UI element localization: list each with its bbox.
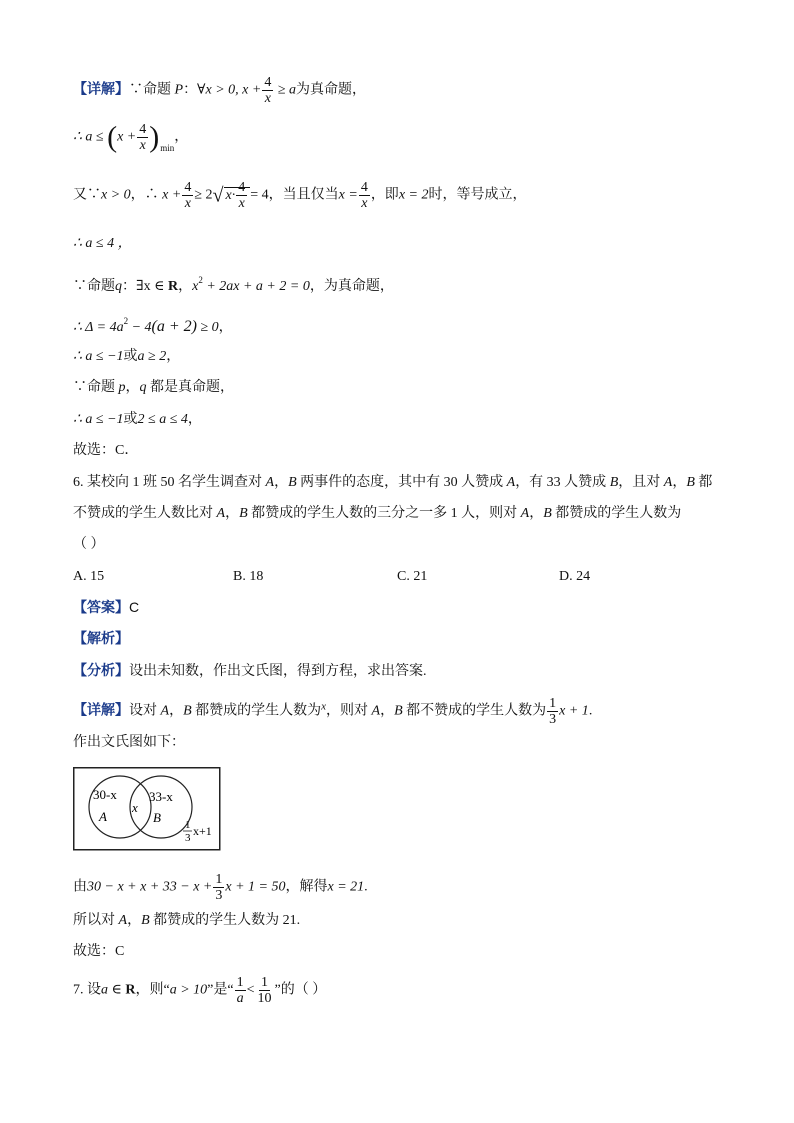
detail-line-4: ∴ a ≤ 4 ，	[73, 236, 132, 251]
detail-line-8: ∵命题 p，q 都是真命题，	[73, 380, 234, 395]
question-6-blank: （ ）	[73, 537, 105, 552]
set-b-circle	[130, 776, 192, 838]
detail-2-line: 【详解】设对 A，B 都赞成的学生人数为$^x$，则对 A，B 都不赞成的学生人数为 $\frac{1}{3}$ x + 1.	[73, 696, 593, 727]
detail-line-2: ∴ a ≤ (x + $\frac{4}{x}$ )$_{min}$，	[73, 120, 189, 154]
set-a-circle	[89, 776, 151, 838]
venn-left-top: 30-x	[93, 787, 117, 802]
venn-middle: x	[132, 800, 138, 815]
detail-line-6: ∴ $\Delta = 4a^2 - 4(a + 2) \ge 0$，	[73, 316, 233, 335]
option-c: C. 21	[397, 569, 428, 584]
equation-line: 由30 − x + x + 33 − x + $\frac{1}{3}$ x + 1 = 50，解得x = 21.	[73, 872, 368, 903]
detail-line-5: ∵命题q：∃x ∈ R，$x^2 + 2ax + a + 2 = 0$，为真命题，	[73, 275, 394, 294]
option-d: D. 24	[559, 569, 591, 584]
venn-outside-tail: x+1	[193, 824, 212, 838]
answer-tag: 【答案】	[73, 599, 129, 615]
venn-label-a: A	[99, 809, 107, 824]
fenxi-line: 【分析】设出未知数，作出文氏图，得到方程，求出答案.	[73, 662, 427, 679]
conclusion-line: 所以对 A，B 都赞成的学生人数为 21.	[73, 913, 301, 928]
question-6-line-1: 6. 某校向 1 班 50 名学生调查对 A，B 两事件的态度，其中有 30 人赞成 A，有 33 人赞成 B，且对 A，B 都	[73, 475, 713, 490]
answer-line: 【答案】C	[73, 599, 140, 615]
option-a: A. 15	[73, 569, 105, 584]
venn-right-top: 33-x	[149, 789, 173, 804]
venn-intro: 作出文氏图如下：	[73, 735, 185, 750]
detail-line-3: 又∵x > 0，∴ x + $\frac{4}{x}$ ≥ 2√ x· $\frac{4}{x}$ = 4，当且仅当x = $\frac{4}{x}$ ，即x = 2时，等号成立，	[73, 180, 527, 211]
detail-line-7: ∴ a ≤ −1或a ≥ 2，	[73, 349, 181, 364]
analysis-line	[73, 628, 129, 650]
detail-tag: 【详解】	[73, 80, 129, 97]
venn-diagram	[73, 767, 221, 851]
venn-outside-num: 1	[185, 819, 191, 831]
choose-line-5: 故选：C．	[73, 443, 139, 458]
question-6-line-2: 不赞成的学生人数比对 A，B 都赞成的学生人数的三分之一多 1 人，则对 A，B 都赞成的学生人数为	[73, 506, 682, 521]
detail-line-1: 【详解】∵命题 P：∀x > 0, x + $\frac{4}{x}$ ≥ a为真命题，	[73, 75, 367, 106]
option-b: B. 18	[233, 569, 264, 584]
choose-line-6: 故选：C	[73, 944, 125, 959]
detail-line-9: ∴ a ≤ −1或2 ≤ a ≤ 4，	[73, 412, 202, 427]
venn-outside-den: 3	[185, 832, 191, 844]
fenxi-tag: 【分析】	[73, 662, 129, 678]
fraction: $\frac{4}{x}$	[264, 75, 272, 106]
analysis-tag: 【解析】	[73, 630, 129, 646]
question-7-line: 7. 设a ∈ R，则“a > 10”是“ $\frac{1}{a}$ < $\frac{1}{10}$ ”的（ ）	[73, 975, 327, 1006]
venn-label-b: B	[153, 810, 161, 825]
fraction: $\frac{4}{x}$	[139, 122, 147, 153]
square-root: x· $\frac{4}{x}$	[224, 187, 251, 203]
